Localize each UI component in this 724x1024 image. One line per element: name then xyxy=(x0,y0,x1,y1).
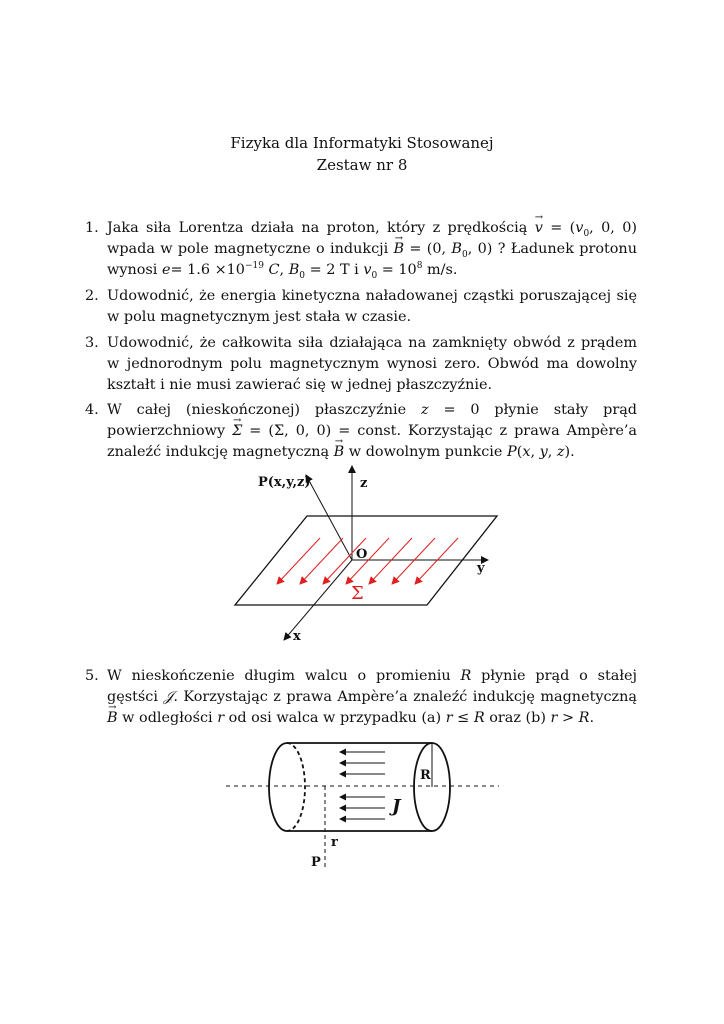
problem-number: 2. xyxy=(85,288,99,304)
x-axis xyxy=(284,560,352,640)
label-radius: R xyxy=(420,768,431,783)
set-title: Zestaw nr 8 xyxy=(316,156,408,174)
label-origin: O xyxy=(356,547,368,562)
cylinder-figure xyxy=(0,730,724,880)
label-y: y xyxy=(477,561,485,576)
label-point: P xyxy=(311,855,321,870)
current-arrows xyxy=(277,538,458,584)
plane-current-figure xyxy=(0,455,724,655)
problem-number: 4. xyxy=(85,402,99,418)
problem-number: 5. xyxy=(85,668,99,684)
cylinder-left-back xyxy=(287,743,305,831)
problem-3 xyxy=(85,333,637,396)
label-x: x xyxy=(293,629,301,644)
header xyxy=(0,132,724,176)
problem-4: 4. W całej (nieskończonej) płaszczyźnie z = 0 płynie stały prąd powierzchniowy → Σ = (Σ, 0, 0) = const. Korzystając z prawa Ampère’a znaleźć indukcję magnetyczną → B w dowolnym punkcie P(x, y, z). xyxy=(107,400,637,463)
course-title: Fizyka dla Informatyki Stosowanej xyxy=(230,134,494,152)
problem-1: 1. Jaka siła Lorentza działa na proton, który z prędkością → $v = (v_0$, 0, 0) wpada w pole magnetyczne o indukcji → B = (0, $B_0$, 0) ? Ładunek protonu wynosi $e= 1.6 \times 10^{-19}$ C, $B_0 = 2$ T i $v_0 = 10^8$ m/s. xyxy=(107,218,637,281)
label-z: z xyxy=(360,476,368,491)
position-vector xyxy=(306,475,352,560)
problem-text: Udowodnić, że całkowita siła działająca na zamknięty obwód z prądem w jednorodnym polu magnetycznym wynosi zero. Obwód ma dowolny kształt i nie musi zawierać się w jednej płaszczyźnie. xyxy=(107,335,637,393)
label-current-density: J xyxy=(392,796,401,817)
problem-number: 3. xyxy=(85,335,99,351)
label-p: P(x,y,z) xyxy=(258,475,311,490)
problem-2 xyxy=(85,286,637,328)
cylinder-left-front xyxy=(269,743,287,831)
problem-5: 5. W nieskończenie długim walcu o promieniu R płynie prąd o stałej gęstści 𝒥. Korzystając z prawa Ampère’a znaleźć indukcję magnetyczną → B w odległości r od osi walca w przypadku (a) r ≤ R oraz (b) r > R. xyxy=(107,666,637,729)
label-distance: r xyxy=(331,835,338,850)
problem-text: Udowodnić, że energia kinetyczna naładowanej cząstki poruszającej się w polu magnetycznym jest stała w czasie. xyxy=(107,288,637,325)
problem-number: 1. xyxy=(85,220,99,236)
label-sigma: Σ xyxy=(351,583,364,604)
